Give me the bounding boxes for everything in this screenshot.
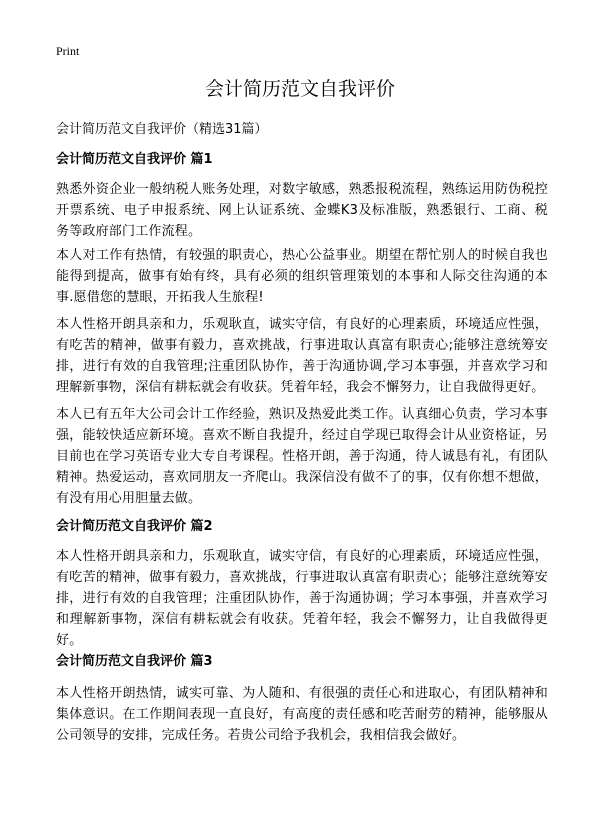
document-subtitle: 会计简历范文自我评价（精选31篇） <box>56 122 268 137</box>
section-1-paragraph-2: 本人对工作有热情，有较强的职责心，热心公益事业。期望在帮忙别人的时候自我也能得到提高，做事有始有终，具有必须的组织管理策划的本事和人际交往沟通的本事.愿借您的慧眼，开拓我人生旅程! <box>56 248 548 305</box>
section-1-paragraph-4: 本人已有五年大公司会计工作经验，熟识及热爱此类工作。认真细心负责，学习本事强，能较快适应新环境。喜欢不断自我提升，经过自学现已取得会计从业资格证，另目前也在学习英语专业大专自考课程。性格开朗，善于沟通，待人诚恳有礼，有团队精神。热爱运动，喜欢同朋友一齐爬山。我深信没有做不了的事，仅有你想不想做，有没有用心用胆量去做。 <box>56 407 548 506</box>
section-1-paragraph-3: 本人性格开朗具亲和力，乐观耿直，诚实守信，有良好的心理素质，环境适应性强，有吃苦的精神，做事有毅力，喜欢挑战，行事进取认真富有职责心;能够注意统筹安排，进行有效的自我管理;注重团队协作，善于沟通协调,学习本事强，并喜欢学习和理解新事物，深信有耕耘就会有收获。凭着年轻，我会不懈努力，让自我做得更好。 <box>56 317 548 395</box>
section-3-paragraph-1: 本人性格开朗热情，诚实可靠、为人随和、有很强的责任心和进取心，有团队精神和集体意识。在工作期间表现一直良好，有高度的责任感和吃苦耐劳的精神，能够服从公司领导的安排，完成任务。若贵公司给予我机会，我相信我会做好。 <box>56 686 548 743</box>
section-heading-2: 会计简历范文自我评价 篇2 <box>56 519 213 534</box>
print-link[interactable]: Print <box>56 44 80 58</box>
section-heading-1: 会计简历范文自我评价 篇1 <box>56 152 213 167</box>
section-1-paragraph-1: 熟悉外资企业一般纳税人账务处理，对数字敏感，熟悉报税流程，熟练运用防伪税控开票系统、电子申报系统、网上认证系统、金蝶K3及标准版，熟悉银行、工商、税务等政府部门工作流程。 <box>56 182 548 239</box>
section-heading-3: 会计简历范文自我评价 篇3 <box>56 654 213 669</box>
page-title: 会计简历范文自我评价 <box>204 78 395 100</box>
section-2-paragraph-1: 本人性格开朗具亲和力，乐观耿直，诚实守信，有良好的心理素质，环境适应性强，有吃苦的精神，做事有毅力，喜欢挑战，行事进取认真富有职责心；能够注意统筹安排，进行有效的自我管理；注重团队协作，善于沟通协调；学习本事强，并喜欢学习和理解新事物，深信有耕耘就会有收获。凭着年轻，我会不懈努力，让自我做得更好。 <box>56 549 548 648</box>
